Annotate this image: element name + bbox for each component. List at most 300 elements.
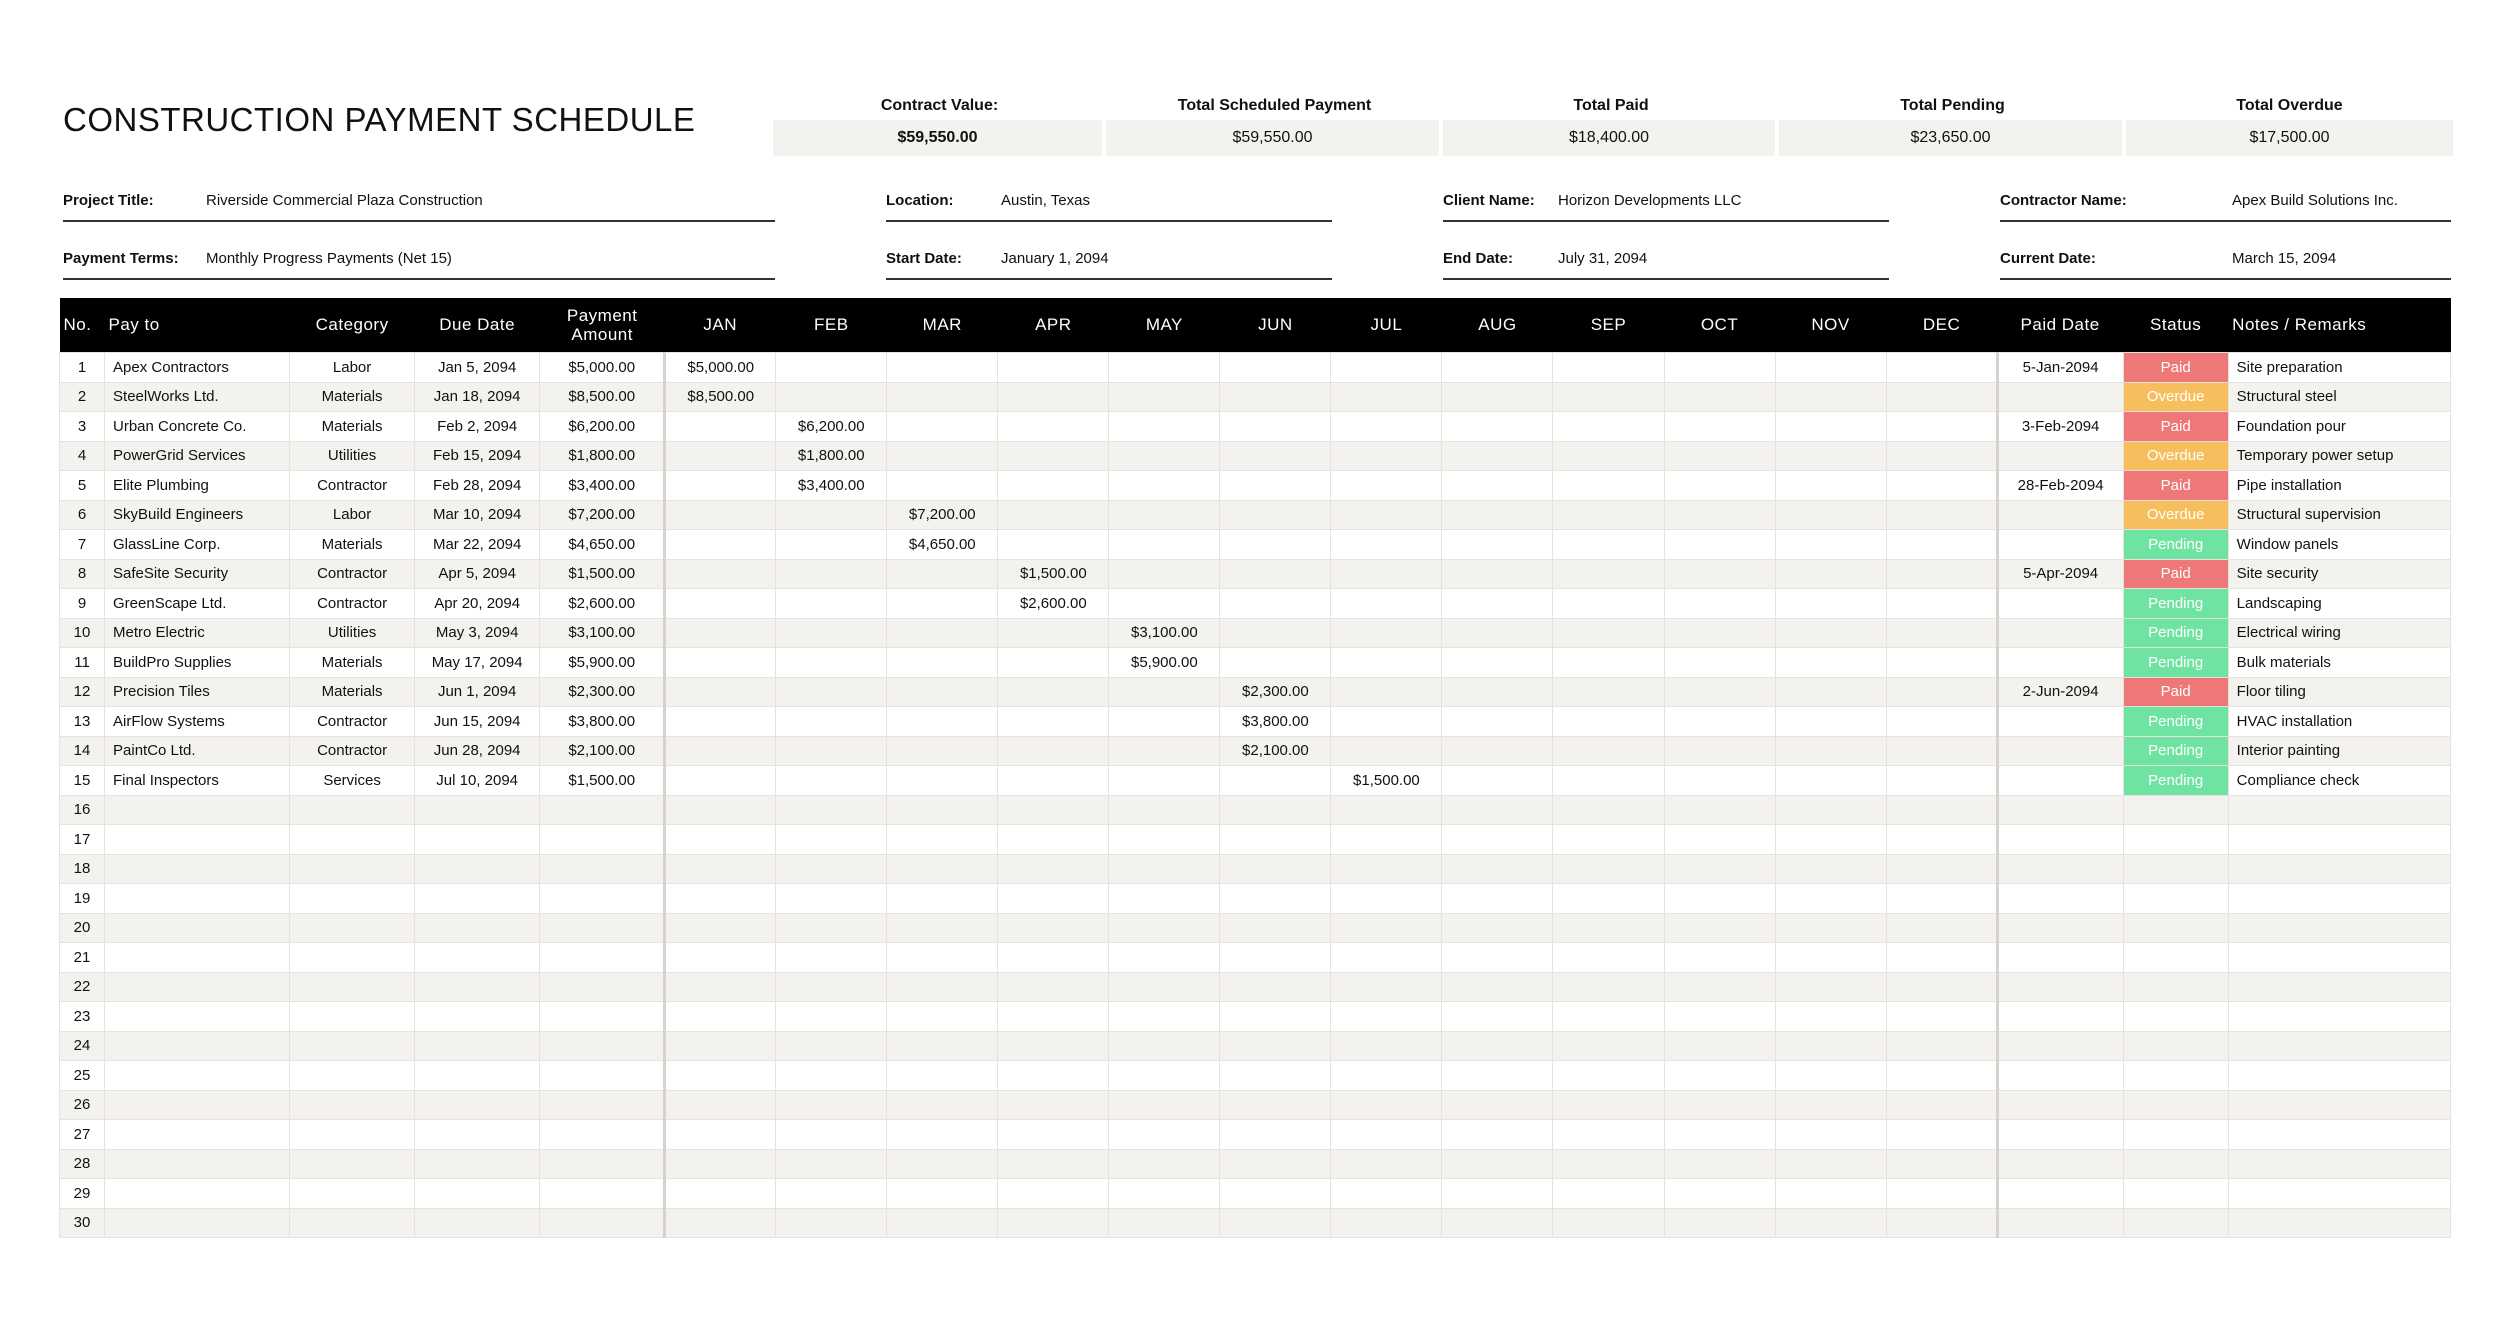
month-cell: $3,100.00 xyxy=(1109,618,1220,648)
month-cell xyxy=(776,1031,887,1061)
month-cell xyxy=(1331,1090,1442,1120)
category-cell: Labor xyxy=(290,500,415,530)
payment-amount-cell: $6,200.00 xyxy=(540,412,665,442)
month-cell xyxy=(1775,1149,1886,1179)
end-date-value: July 31, 2094 xyxy=(1558,250,1648,267)
month-cell xyxy=(998,1208,1109,1238)
column-header-nov: NOV xyxy=(1775,298,1886,353)
category-cell: Utilities xyxy=(290,441,415,471)
client-name-field xyxy=(1443,184,1889,222)
month-cell xyxy=(776,1061,887,1091)
month-cell xyxy=(1775,559,1886,589)
pay-to-cell xyxy=(105,1061,290,1091)
due-date-cell: Jan 5, 2094 xyxy=(415,353,540,383)
month-cell xyxy=(1442,618,1553,648)
month-cell xyxy=(1664,1002,1775,1032)
table-row xyxy=(60,1149,2451,1179)
month-cell xyxy=(1220,471,1331,501)
project-title-label: Project Title: xyxy=(63,192,154,209)
status-badge: Paid xyxy=(2123,353,2228,383)
category-cell: Contractor xyxy=(290,589,415,619)
paid-date-cell xyxy=(1997,382,2123,412)
month-cell xyxy=(1664,854,1775,884)
month-cell xyxy=(1109,353,1220,383)
month-cell xyxy=(1442,677,1553,707)
month-cell xyxy=(776,648,887,678)
paid-date-cell xyxy=(1997,707,2123,737)
month-cell: $2,600.00 xyxy=(998,589,1109,619)
month-cell xyxy=(1553,1031,1664,1061)
due-date-cell xyxy=(415,884,540,914)
category-cell: Materials xyxy=(290,530,415,560)
category-cell: Contractor xyxy=(290,707,415,737)
month-cell xyxy=(1553,1120,1664,1150)
status-badge: Overdue xyxy=(2123,500,2228,530)
payment-amount-cell: $4,650.00 xyxy=(540,530,665,560)
payment-amount-cell: $3,800.00 xyxy=(540,707,665,737)
month-cell xyxy=(776,559,887,589)
month-cell xyxy=(1442,589,1553,619)
month-cell xyxy=(1331,1031,1442,1061)
month-cell xyxy=(665,1031,776,1061)
month-cell xyxy=(1109,943,1220,973)
month-cell xyxy=(1664,1208,1775,1238)
payment-amount-cell: $2,300.00 xyxy=(540,677,665,707)
month-cell xyxy=(776,353,887,383)
month-cell xyxy=(1664,412,1775,442)
row-number: 10 xyxy=(60,618,105,648)
contract-value-label: Contract Value: xyxy=(880,97,999,114)
row-number: 28 xyxy=(60,1149,105,1179)
month-cell xyxy=(887,471,998,501)
month-cell xyxy=(1109,913,1220,943)
month-cell xyxy=(998,677,1109,707)
row-number: 21 xyxy=(60,943,105,973)
status-badge xyxy=(2123,1002,2228,1032)
month-cell xyxy=(887,884,998,914)
paid-date-cell: 3-Feb-2094 xyxy=(1997,412,2123,442)
pay-to-cell: Elite Plumbing xyxy=(105,471,290,501)
paid-date-cell xyxy=(1997,1179,2123,1209)
table-row xyxy=(60,559,2451,589)
month-cell xyxy=(1442,500,1553,530)
row-number: 12 xyxy=(60,677,105,707)
month-cell xyxy=(1331,972,1442,1002)
month-cell xyxy=(1331,1179,1442,1209)
month-cell xyxy=(887,1149,998,1179)
table-row xyxy=(60,1179,2451,1209)
table-row xyxy=(60,1208,2451,1238)
month-cell xyxy=(665,1002,776,1032)
month-cell xyxy=(1220,913,1331,943)
table-row xyxy=(60,854,2451,884)
due-date-cell: Feb 28, 2094 xyxy=(415,471,540,501)
status-badge: Pending xyxy=(2123,618,2228,648)
month-cell xyxy=(1553,736,1664,766)
column-header-sep: SEP xyxy=(1553,298,1664,353)
payment-amount-cell xyxy=(540,854,665,884)
category-cell: Contractor xyxy=(290,471,415,501)
notes-cell xyxy=(2228,795,2450,825)
month-cell xyxy=(1553,1090,1664,1120)
paid-date-cell xyxy=(1997,795,2123,825)
paid-date-cell xyxy=(1997,589,2123,619)
table-header-row xyxy=(60,298,2451,353)
category-cell xyxy=(290,1031,415,1061)
month-cell xyxy=(1775,589,1886,619)
month-cell xyxy=(1442,795,1553,825)
month-cell xyxy=(1775,382,1886,412)
month-cell xyxy=(1664,1061,1775,1091)
month-cell xyxy=(665,884,776,914)
payment-terms-field xyxy=(63,242,775,280)
notes-cell xyxy=(2228,1031,2450,1061)
month-cell xyxy=(1775,471,1886,501)
month-cell xyxy=(1664,589,1775,619)
month-cell xyxy=(1664,884,1775,914)
notes-cell: Landscaping xyxy=(2228,589,2450,619)
category-cell xyxy=(290,913,415,943)
row-number: 30 xyxy=(60,1208,105,1238)
payment-amount-cell xyxy=(540,1090,665,1120)
due-date-cell: Jun 1, 2094 xyxy=(415,677,540,707)
notes-cell xyxy=(2228,884,2450,914)
month-cell xyxy=(1109,854,1220,884)
month-cell xyxy=(776,854,887,884)
notes-cell xyxy=(2228,1149,2450,1179)
category-cell: Contractor xyxy=(290,559,415,589)
month-cell xyxy=(1331,353,1442,383)
paid-date-cell xyxy=(1997,1002,2123,1032)
paid-date-cell: 2-Jun-2094 xyxy=(1997,677,2123,707)
status-badge: Paid xyxy=(2123,471,2228,501)
month-cell xyxy=(1553,913,1664,943)
due-date-cell xyxy=(415,825,540,855)
table-row xyxy=(60,766,2451,796)
status-badge xyxy=(2123,972,2228,1002)
paid-date-cell xyxy=(1997,618,2123,648)
month-cell xyxy=(1442,1149,1553,1179)
payment-amount-cell xyxy=(540,1179,665,1209)
month-cell xyxy=(1331,825,1442,855)
month-cell xyxy=(1775,795,1886,825)
notes-cell: Bulk materials xyxy=(2228,648,2450,678)
pay-to-cell xyxy=(105,1002,290,1032)
month-cell xyxy=(1442,884,1553,914)
month-cell xyxy=(1886,1061,1997,1091)
pay-to-cell xyxy=(105,1208,290,1238)
month-cell xyxy=(1553,854,1664,884)
notes-cell: Window panels xyxy=(2228,530,2450,560)
table-row xyxy=(60,648,2451,678)
notes-cell xyxy=(2228,1002,2450,1032)
column-header-notes-remarks: Notes / Remarks xyxy=(2228,298,2450,353)
month-cell xyxy=(1886,736,1997,766)
status-badge xyxy=(2123,1208,2228,1238)
month-cell xyxy=(776,1208,887,1238)
row-number: 7 xyxy=(60,530,105,560)
month-cell xyxy=(1331,1061,1442,1091)
contractor-name-label: Contractor Name: xyxy=(2000,192,2127,209)
month-cell xyxy=(1331,854,1442,884)
month-cell: $3,400.00 xyxy=(776,471,887,501)
month-cell xyxy=(1442,441,1553,471)
project-title-value: Riverside Commercial Plaza Construction xyxy=(206,192,483,209)
column-header-category: Category xyxy=(290,298,415,353)
month-cell xyxy=(1664,913,1775,943)
pay-to-cell: BuildPro Supplies xyxy=(105,648,290,678)
pay-to-cell: AirFlow Systems xyxy=(105,707,290,737)
paid-date-cell xyxy=(1997,1120,2123,1150)
month-cell xyxy=(1775,500,1886,530)
table-row xyxy=(60,1031,2451,1061)
column-header-no: No. xyxy=(60,298,105,353)
month-cell xyxy=(776,1149,887,1179)
notes-cell: Electrical wiring xyxy=(2228,618,2450,648)
status-badge: Paid xyxy=(2123,412,2228,442)
month-cell xyxy=(665,854,776,884)
paid-date-cell xyxy=(1997,825,2123,855)
month-cell xyxy=(776,707,887,737)
month-cell xyxy=(998,1090,1109,1120)
month-cell xyxy=(1775,943,1886,973)
column-header-may: MAY xyxy=(1109,298,1220,353)
month-cell xyxy=(665,766,776,796)
month-cell xyxy=(1664,825,1775,855)
payment-amount-cell: $1,500.00 xyxy=(540,766,665,796)
payment-amount-cell xyxy=(540,884,665,914)
month-cell xyxy=(998,825,1109,855)
category-cell xyxy=(290,1090,415,1120)
month-cell xyxy=(1553,1179,1664,1209)
month-cell xyxy=(887,1031,998,1061)
month-cell xyxy=(1442,530,1553,560)
month-cell xyxy=(776,913,887,943)
row-number: 8 xyxy=(60,559,105,589)
paid-date-cell xyxy=(1997,1208,2123,1238)
month-cell xyxy=(1220,1061,1331,1091)
month-cell xyxy=(1775,648,1886,678)
month-cell xyxy=(1664,736,1775,766)
month-cell xyxy=(1886,1179,1997,1209)
month-cell xyxy=(998,500,1109,530)
month-cell xyxy=(1442,353,1553,383)
month-cell xyxy=(665,1149,776,1179)
month-cell xyxy=(1220,825,1331,855)
month-cell xyxy=(1442,471,1553,501)
month-cell xyxy=(887,795,998,825)
notes-cell: Site preparation xyxy=(2228,353,2450,383)
month-cell xyxy=(1220,1208,1331,1238)
month-cell: $8,500.00 xyxy=(665,382,776,412)
month-cell xyxy=(1664,972,1775,1002)
category-cell xyxy=(290,972,415,1002)
table-row xyxy=(60,471,2451,501)
status-badge xyxy=(2123,825,2228,855)
month-cell xyxy=(998,795,1109,825)
month-cell xyxy=(1220,589,1331,619)
month-cell xyxy=(1775,1179,1886,1209)
month-cell xyxy=(1553,884,1664,914)
month-cell xyxy=(1442,648,1553,678)
month-cell xyxy=(1553,1208,1664,1238)
column-header-jul: JUL xyxy=(1331,298,1442,353)
paid-date-cell xyxy=(1997,854,2123,884)
due-date-cell: Mar 22, 2094 xyxy=(415,530,540,560)
month-cell: $6,200.00 xyxy=(776,412,887,442)
month-cell xyxy=(776,972,887,1002)
payment-amount-cell: $1,500.00 xyxy=(540,559,665,589)
month-cell xyxy=(1664,500,1775,530)
month-cell xyxy=(1442,559,1553,589)
month-cell xyxy=(1331,500,1442,530)
month-cell xyxy=(665,500,776,530)
notes-cell xyxy=(2228,1090,2450,1120)
status-badge xyxy=(2123,943,2228,973)
due-date-cell xyxy=(415,1002,540,1032)
month-cell xyxy=(1775,736,1886,766)
month-cell xyxy=(887,1179,998,1209)
pay-to-cell xyxy=(105,943,290,973)
category-cell xyxy=(290,854,415,884)
month-cell xyxy=(887,972,998,1002)
row-number: 22 xyxy=(60,972,105,1002)
row-number: 11 xyxy=(60,648,105,678)
month-cell xyxy=(665,559,776,589)
paid-date-cell xyxy=(1997,736,2123,766)
table-row xyxy=(60,353,2451,383)
payment-amount-cell: $5,000.00 xyxy=(540,353,665,383)
month-cell: $2,100.00 xyxy=(1220,736,1331,766)
month-cell xyxy=(1331,884,1442,914)
location-label: Location: xyxy=(886,192,954,209)
month-cell xyxy=(1886,1090,1997,1120)
month-cell xyxy=(665,707,776,737)
payment-amount-cell xyxy=(540,795,665,825)
due-date-cell xyxy=(415,854,540,884)
table-row xyxy=(60,530,2451,560)
current-date-field xyxy=(2000,242,2451,280)
month-cell xyxy=(1109,471,1220,501)
payment-amount-cell xyxy=(540,1061,665,1091)
notes-cell: Structural supervision xyxy=(2228,500,2450,530)
status-badge xyxy=(2123,1120,2228,1150)
month-cell xyxy=(1664,1179,1775,1209)
month-cell xyxy=(998,471,1109,501)
month-cell xyxy=(1109,1002,1220,1032)
month-cell xyxy=(776,1120,887,1150)
month-cell xyxy=(1664,1120,1775,1150)
row-number: 27 xyxy=(60,1120,105,1150)
month-cell xyxy=(1331,677,1442,707)
month-cell xyxy=(1664,766,1775,796)
payment-amount-cell xyxy=(540,913,665,943)
month-cell: $5,000.00 xyxy=(665,353,776,383)
category-cell: Utilities xyxy=(290,618,415,648)
month-cell xyxy=(1220,559,1331,589)
status-badge: Pending xyxy=(2123,766,2228,796)
month-cell xyxy=(665,530,776,560)
payment-amount-cell xyxy=(540,1208,665,1238)
month-cell xyxy=(1775,618,1886,648)
pay-to-cell xyxy=(105,972,290,1002)
month-cell xyxy=(1109,884,1220,914)
notes-cell: HVAC installation xyxy=(2228,707,2450,737)
table-row xyxy=(60,677,2451,707)
month-cell xyxy=(1109,382,1220,412)
pay-to-cell: SkyBuild Engineers xyxy=(105,500,290,530)
paid-date-cell xyxy=(1997,943,2123,973)
category-cell xyxy=(290,825,415,855)
row-number: 18 xyxy=(60,854,105,884)
month-cell xyxy=(998,648,1109,678)
payment-amount-cell xyxy=(540,972,665,1002)
pay-to-cell xyxy=(105,854,290,884)
month-cell xyxy=(1220,382,1331,412)
month-cell xyxy=(1886,1120,1997,1150)
table-row xyxy=(60,1061,2451,1091)
month-cell xyxy=(1109,1208,1220,1238)
due-date-cell: Feb 2, 2094 xyxy=(415,412,540,442)
month-cell xyxy=(1775,854,1886,884)
month-cell xyxy=(1109,441,1220,471)
month-cell xyxy=(1220,1002,1331,1032)
month-cell xyxy=(776,884,887,914)
paid-date-cell xyxy=(1997,530,2123,560)
month-cell xyxy=(665,1090,776,1120)
payment-terms-label: Payment Terms: xyxy=(63,250,179,267)
month-cell xyxy=(1886,1149,1997,1179)
month-cell xyxy=(1220,1031,1331,1061)
month-cell xyxy=(1109,1061,1220,1091)
row-number: 14 xyxy=(60,736,105,766)
status-badge: Pending xyxy=(2123,530,2228,560)
month-cell xyxy=(665,1120,776,1150)
month-cell xyxy=(1109,736,1220,766)
month-cell xyxy=(1664,471,1775,501)
due-date-cell xyxy=(415,972,540,1002)
status-badge: Overdue xyxy=(2123,382,2228,412)
notes-cell: Floor tiling xyxy=(2228,677,2450,707)
notes-cell xyxy=(2228,854,2450,884)
month-cell xyxy=(1331,1120,1442,1150)
row-number: 15 xyxy=(60,766,105,796)
column-header-feb: FEB xyxy=(776,298,887,353)
row-number: 17 xyxy=(60,825,105,855)
due-date-cell xyxy=(415,795,540,825)
month-cell xyxy=(1442,1002,1553,1032)
month-cell xyxy=(998,412,1109,442)
status-badge xyxy=(2123,884,2228,914)
due-date-cell: Jun 15, 2094 xyxy=(415,707,540,737)
month-cell xyxy=(1775,1208,1886,1238)
column-header-mar: MAR xyxy=(887,298,998,353)
month-cell xyxy=(1109,1120,1220,1150)
due-date-cell: Apr 20, 2094 xyxy=(415,589,540,619)
month-cell xyxy=(1775,884,1886,914)
month-cell xyxy=(998,913,1109,943)
month-cell xyxy=(1886,648,1997,678)
pay-to-cell xyxy=(105,795,290,825)
pay-to-cell: PowerGrid Services xyxy=(105,441,290,471)
month-cell xyxy=(1331,943,1442,973)
month-cell xyxy=(1331,707,1442,737)
month-cell xyxy=(1220,854,1331,884)
month-cell xyxy=(1442,1208,1553,1238)
month-cell xyxy=(1664,943,1775,973)
month-cell xyxy=(1664,1149,1775,1179)
month-cell xyxy=(887,913,998,943)
